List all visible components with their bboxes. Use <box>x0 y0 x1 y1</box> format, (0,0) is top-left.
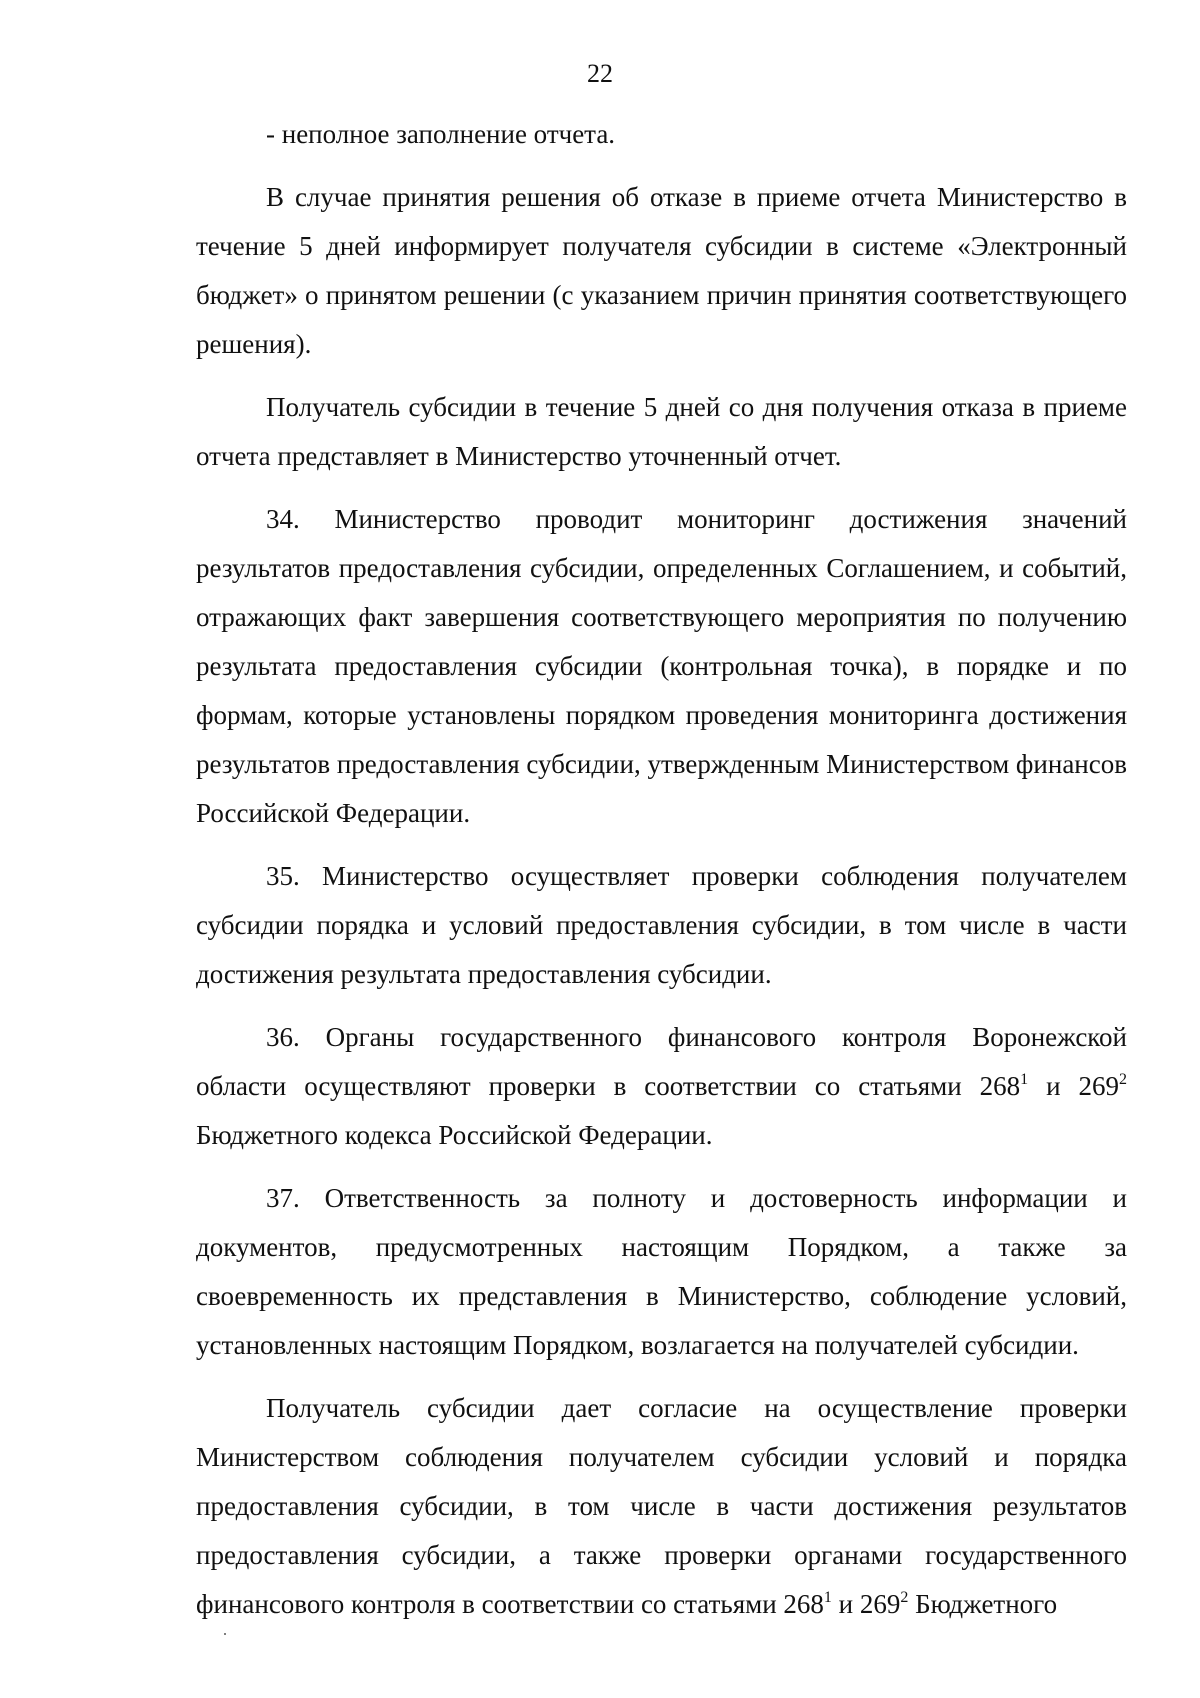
superscript-1: 1 <box>823 1589 832 1606</box>
paragraph-consent-text-a: Получатель субсидии дает согласие на осуществление проверки Министерством соблюдения получателем субсидии условий и порядка предоставления субсидии, в том числе в части достижения результатов предоставления субсидии, а также проверки органами государственного финансового контроля в соответствии со статьями 268 <box>196 1393 1127 1619</box>
paragraph-36-text-a: 36. Органы государственного финансового контроля Воронежской области осуществляют проверки в соответствии со статьями 268 <box>196 1022 1127 1101</box>
paragraph-35-checks: 35. Министерство осуществляет проверки соблюдения получателем субсидии порядка и условий предоставления субсидии, в том числе в части достижения результата предоставления субсидии. <box>196 861 1127 989</box>
paragraph-incomplete-report: - неполное заполнение отчета. <box>266 119 616 149</box>
paragraph-consent-text-c: Бюджетного <box>908 1589 1058 1619</box>
paragraph-consent-text-b: и 269 <box>831 1589 901 1619</box>
page-number: 22 <box>587 59 613 88</box>
scan-speck <box>224 1633 226 1635</box>
paragraph-36-text-b: и 269 <box>1028 1071 1119 1101</box>
superscript-2: 2 <box>900 1589 909 1606</box>
paragraph-34-monitoring: 34. Министерство проводит мониторинг достижения значений результатов предоставления субсидии, определенных Соглашением, и событий, отражающих факт завершения соответствующего мероприятия по получению результата предоставления субсидии (контрольная точка), в порядке и по формам, которые установлены порядком проведения мониторинга достижения результатов предоставления субсидии, утвержденным Министерством финансов Российской Федерации. <box>196 504 1127 828</box>
paragraph-36-financial-control <box>196 1013 1127 1160</box>
paragraph-36-text-c: Бюджетного кодекса Российской Федерации. <box>196 1120 713 1150</box>
superscript-2: 2 <box>1119 1071 1127 1088</box>
paragraph-corrected-report: Получатель субсидии в течение 5 дней со дня получения отказа в приеме отчета представляет в Министерство уточненный отчет. <box>196 392 1127 471</box>
paragraph-rejection-decision: В случае принятия решения об отказе в приеме отчета Министерство в течение 5 дней информирует получателя субсидии в системе «Электронный бюджет» о принятом решении (с указанием причин принятия соответствующего решения). <box>196 182 1127 359</box>
document-body <box>196 110 1127 1629</box>
paragraph-consent-to-checks <box>196 1384 1127 1629</box>
superscript-1: 1 <box>1020 1071 1029 1088</box>
paragraph-37-responsibility: 37. Ответственность за полноту и достоверность информации и документов, предусмотренных настоящим Порядком, а также за своевременность их представления в Министерство, соблюдение условий, установленных настоящим Порядком, возлагается на получателей субсидии. <box>196 1183 1127 1360</box>
